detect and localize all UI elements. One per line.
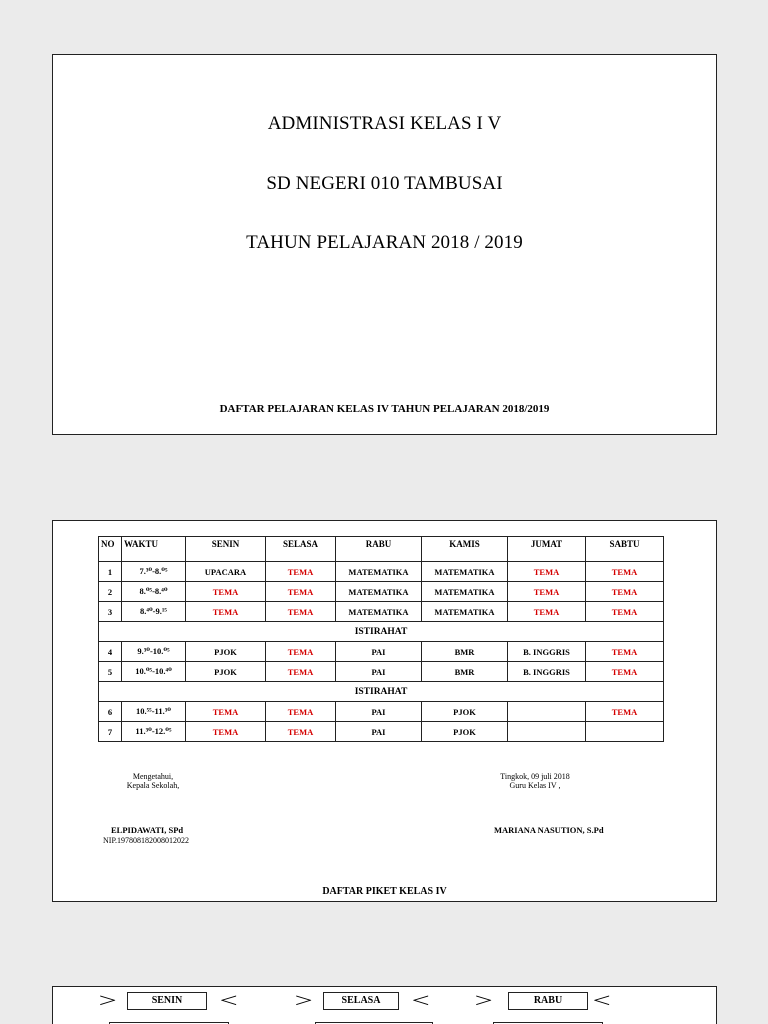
piket-day-senin: SENIN [127,992,207,1010]
cell-selasa: TEMA [266,662,336,682]
cell-no: 5 [99,662,122,682]
cell-waktu: 9.³⁰-10.⁰⁵ [122,642,186,662]
cell-selasa: TEMA [266,582,336,602]
cell-jumat: B. INGGRIS [508,642,586,662]
break-label: ISTIRAHAT [99,682,664,702]
cell-senin: PJOK [186,662,266,682]
cell-kamis: PJOK [422,702,508,722]
cell-sabtu: TEMA [586,562,664,582]
cell-waktu: 8.⁰⁵-8.⁴⁰ [122,582,186,602]
cell-rabu: PAI [336,702,422,722]
cell-sabtu: TEMA [586,662,664,682]
cell-rabu: MATEMATIKA [336,582,422,602]
piket-page [52,986,717,1024]
cell-waktu: 8.⁴⁰-9.¹⁵ [122,602,186,622]
table-row [99,602,664,622]
cover-title: ADMINISTRASI KELAS I V [267,113,502,134]
signature-right-block [485,772,585,790]
cell-rabu: MATEMATIKA [336,602,422,622]
break-label: ISTIRAHAT [99,622,664,642]
cell-selasa: TEMA [266,562,336,582]
cell-sabtu: TEMA [586,602,664,622]
cell-jumat: TEMA [508,602,586,622]
cell-no: 1 [99,562,122,582]
signature-right-line1: Tingkok, 09 juli 2018 [500,772,570,781]
cell-rabu: PAI [336,642,422,662]
signature-left-block [113,772,193,790]
principal-nip: NIP.197808182008012022 [103,836,190,845]
cell-selasa: TEMA [266,722,336,742]
table-row [99,642,664,662]
cell-sabtu: TEMA [586,582,664,602]
cell-senin: TEMA [186,702,266,722]
cell-kamis: BMR [422,662,508,682]
cell-waktu: 10.⁵⁵-11.³⁰ [122,702,186,722]
cell-waktu: 7.³⁰-8.⁰⁵ [122,562,186,582]
cell-kamis: MATEMATIKA [422,562,508,582]
cell-senin: TEMA [186,722,266,742]
chevron-left-icon: < [411,990,430,1012]
chevron-left-icon: < [219,990,238,1012]
cell-senin: PJOK [186,642,266,662]
schedule-section-title: DAFTAR PELAJARAN KELAS IV TAHUN PELAJARAN 2018/2019 [219,403,550,415]
table-row [99,582,664,602]
chevron-left-icon: < [592,990,611,1012]
teacher-name: MARIANA NASUTION, S.Pd [494,825,604,835]
col-header-rabu: RABU [336,537,422,562]
table-row [99,562,664,582]
cell-jumat [508,722,586,742]
cell-no: 3 [99,602,122,622]
cell-selasa: TEMA [266,642,336,662]
cell-kamis: BMR [422,642,508,662]
cell-sabtu [586,722,664,742]
cell-sabtu: TEMA [586,702,664,722]
cell-jumat: TEMA [508,562,586,582]
chevron-right-icon: > [474,990,493,1012]
signature-right-line2: Guru Kelas IV , [509,781,561,790]
cell-selasa: TEMA [266,702,336,722]
cell-kamis: MATEMATIKA [422,582,508,602]
chevron-right-icon: > [294,990,313,1012]
col-header-selasa: SELASA [266,537,336,562]
cell-senin: TEMA [186,582,266,602]
col-header-senin: SENIN [186,537,266,562]
cell-senin: TEMA [186,602,266,622]
col-header-waktu: WAKTU [122,537,186,562]
cell-no: 7 [99,722,122,742]
cell-jumat: TEMA [508,582,586,602]
col-header-no: NO [99,537,122,562]
cover-school: SD NEGERI 010 TAMBUSAI [266,173,503,194]
schedule-page [52,520,717,902]
piket-day-rabu: RABU [508,992,588,1010]
cell-jumat: B. INGGRIS [508,662,586,682]
piket-section-title: DAFTAR PIKET KELAS IV [322,886,447,897]
cell-rabu: PAI [336,722,422,742]
signature-left-line2: Kepala Sekolah, [126,781,180,790]
table-row [99,702,664,722]
piket-day-selasa: SELASA [323,992,399,1010]
cover-page [52,54,717,435]
table-header-row [99,537,664,562]
cell-senin: UPACARA [186,562,266,582]
cell-no: 6 [99,702,122,722]
cell-no: 2 [99,582,122,602]
cell-sabtu: TEMA [586,642,664,662]
schedule-table [98,536,664,742]
cell-jumat [508,702,586,722]
cell-kamis: MATEMATIKA [422,602,508,622]
cell-no: 4 [99,642,122,662]
col-header-kamis: KAMIS [422,537,508,562]
cell-rabu: PAI [336,662,422,682]
cell-waktu: 10.⁰⁵-10.⁴⁰ [122,662,186,682]
cell-rabu: MATEMATIKA [336,562,422,582]
table-row [99,722,664,742]
cell-waktu: 11.³⁰-12.⁰⁵ [122,722,186,742]
chevron-right-icon: > [98,990,117,1012]
break-row [99,622,664,642]
col-header-sabtu: SABTU [586,537,664,562]
cell-kamis: PJOK [422,722,508,742]
break-row [99,682,664,702]
principal-name: ELPIDAWATI, SPd [111,825,184,835]
cover-year: TAHUN PELAJARAN 2018 / 2019 [246,232,523,253]
signature-left-line1: Mengetahui, [132,772,174,781]
cell-selasa: TEMA [266,602,336,622]
table-row [99,662,664,682]
col-header-jumat: JUMAT [508,537,586,562]
